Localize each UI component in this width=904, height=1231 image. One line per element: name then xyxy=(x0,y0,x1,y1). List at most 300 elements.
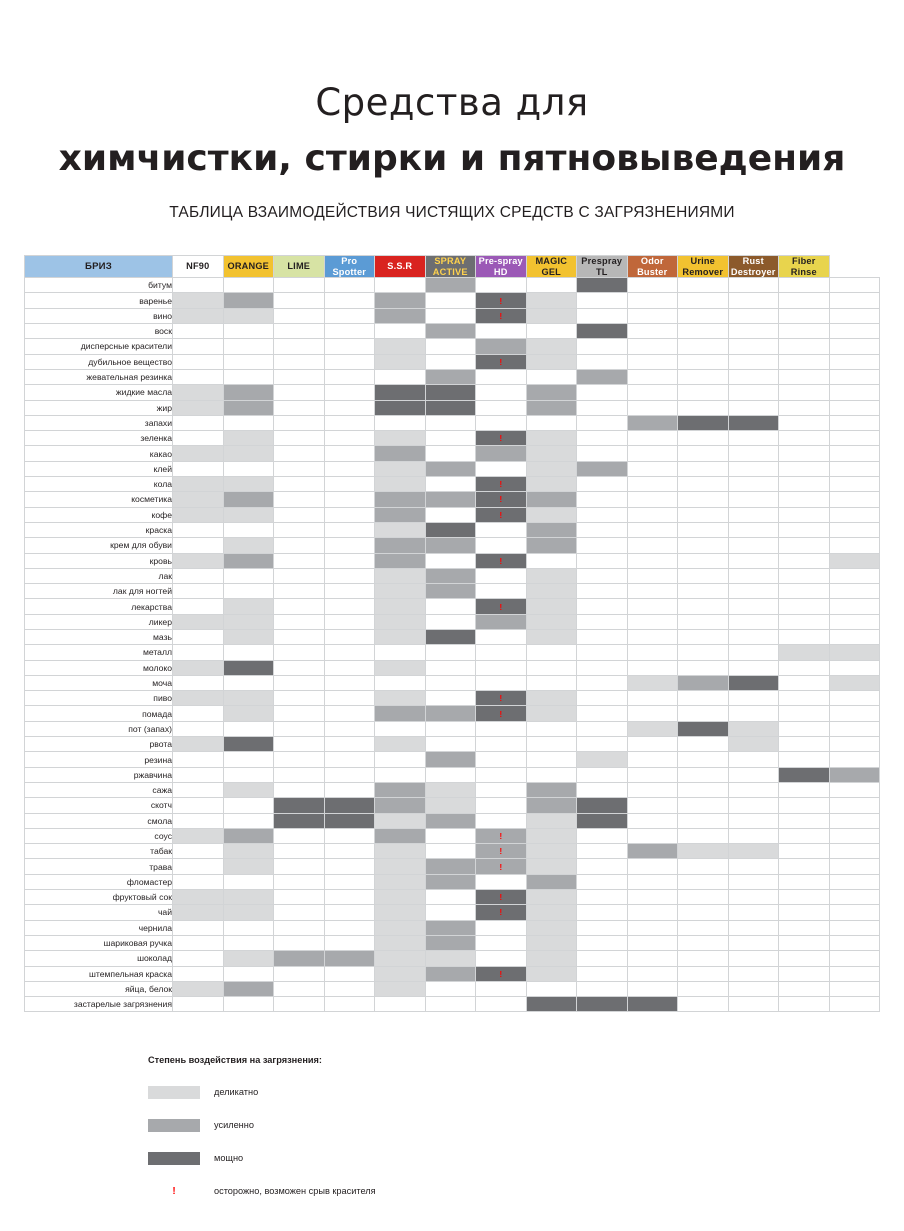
cell-r30-c12 xyxy=(779,737,830,752)
cell-r36-c0 xyxy=(173,828,224,843)
row-label-stain: лекарства xyxy=(25,599,173,614)
cell-r31-c8 xyxy=(577,752,628,767)
cell-r30-c10 xyxy=(678,737,729,752)
cell-r15-c11 xyxy=(728,507,779,522)
cell-r3-c13 xyxy=(829,324,880,339)
cell-r29-c10 xyxy=(678,721,729,736)
cell-r19-c6 xyxy=(476,568,527,583)
cell-r1-c2 xyxy=(274,293,325,308)
row-label-stain: вино xyxy=(25,308,173,323)
cell-r24-c4 xyxy=(375,645,426,660)
cell-r2-c5 xyxy=(425,308,476,323)
cell-r39-c3 xyxy=(324,874,375,889)
cell-r37-c10 xyxy=(678,844,729,859)
cell-r17-c8 xyxy=(577,538,628,553)
cell-r12-c0 xyxy=(173,461,224,476)
table-row xyxy=(25,278,880,293)
cell-r7-c0 xyxy=(173,385,224,400)
table-row xyxy=(25,584,880,599)
cell-r6-c8 xyxy=(577,369,628,384)
cell-r25-c12 xyxy=(779,660,830,675)
cell-r23-c2 xyxy=(274,629,325,644)
table-row xyxy=(25,354,880,369)
table-row xyxy=(25,890,880,905)
table-row xyxy=(25,599,880,614)
row-label-stain: клей xyxy=(25,461,173,476)
cell-r45-c1 xyxy=(223,966,274,981)
cell-r11-c3 xyxy=(324,446,375,461)
cell-r21-c6 xyxy=(476,599,527,614)
cell-r20-c6 xyxy=(476,584,527,599)
cell-r26-c13 xyxy=(829,675,880,690)
legend-row-1 xyxy=(148,1079,748,1105)
cell-r5-c7 xyxy=(526,354,577,369)
cell-r3-c11 xyxy=(728,324,779,339)
cell-r9-c4 xyxy=(375,415,426,430)
page-title-line1: Средства для xyxy=(315,81,589,124)
cell-r23-c4 xyxy=(375,629,426,644)
warning-marker-icon: ! xyxy=(172,1185,176,1197)
cell-r30-c4 xyxy=(375,737,426,752)
cell-r47-c13 xyxy=(829,997,880,1012)
cell-r40-c5 xyxy=(425,890,476,905)
cell-r25-c3 xyxy=(324,660,375,675)
cell-r29-c1 xyxy=(223,721,274,736)
cell-r34-c2 xyxy=(274,798,325,813)
cell-r38-c8 xyxy=(577,859,628,874)
cell-r12-c2 xyxy=(274,461,325,476)
cell-r3-c0 xyxy=(173,324,224,339)
table-row xyxy=(25,461,880,476)
cell-r41-c5 xyxy=(425,905,476,920)
cell-r4-c1 xyxy=(223,339,274,354)
cell-r3-c9 xyxy=(627,324,678,339)
cell-r24-c12 xyxy=(779,645,830,660)
warning-marker-icon: ! xyxy=(499,708,503,719)
cell-r4-c5 xyxy=(425,339,476,354)
cell-r17-c10 xyxy=(678,538,729,553)
cell-r3-c12 xyxy=(779,324,830,339)
cell-r10-c13 xyxy=(829,431,880,446)
cell-r3-c3 xyxy=(324,324,375,339)
cell-r23-c7 xyxy=(526,629,577,644)
cell-r27-c3 xyxy=(324,691,375,706)
cell-r2-c4 xyxy=(375,308,426,323)
cell-r34-c10 xyxy=(678,798,729,813)
cell-r6-c2 xyxy=(274,369,325,384)
row-label-stain: металл xyxy=(25,645,173,660)
cell-r32-c13 xyxy=(829,767,880,782)
cell-r40-c10 xyxy=(678,890,729,905)
cell-r8-c2 xyxy=(274,400,325,415)
cell-r28-c2 xyxy=(274,706,325,721)
cell-r0-c9 xyxy=(627,278,678,293)
cell-r24-c13 xyxy=(829,645,880,660)
cell-r9-c1 xyxy=(223,415,274,430)
cell-r32-c9 xyxy=(627,767,678,782)
cell-r9-c8 xyxy=(577,415,628,430)
cell-r0-c0 xyxy=(173,278,224,293)
cell-r37-c12 xyxy=(779,844,830,859)
cell-r22-c0 xyxy=(173,614,224,629)
cell-r23-c1 xyxy=(223,629,274,644)
table-row xyxy=(25,385,880,400)
cell-r16-c7 xyxy=(526,522,577,537)
cell-r15-c7 xyxy=(526,507,577,522)
cell-r3-c2 xyxy=(274,324,325,339)
cell-r1-c8 xyxy=(577,293,628,308)
cell-r32-c0 xyxy=(173,767,224,782)
cell-r23-c13 xyxy=(829,629,880,644)
cell-r41-c8 xyxy=(577,905,628,920)
cell-r40-c9 xyxy=(627,890,678,905)
cell-r12-c6 xyxy=(476,461,527,476)
cell-r45-c10 xyxy=(678,966,729,981)
table-row xyxy=(25,737,880,752)
cell-r7-c11 xyxy=(728,385,779,400)
table-row xyxy=(25,966,880,981)
cell-r27-c6 xyxy=(476,691,527,706)
cell-r0-c13 xyxy=(829,278,880,293)
table-row xyxy=(25,905,880,920)
row-label-stain: лак xyxy=(25,568,173,583)
cell-r43-c1 xyxy=(223,935,274,950)
cell-r24-c3 xyxy=(324,645,375,660)
cell-r10-c0 xyxy=(173,431,224,446)
cell-r38-c11 xyxy=(728,859,779,874)
cell-r39-c2 xyxy=(274,874,325,889)
warning-marker-icon: ! xyxy=(499,433,503,444)
cell-r24-c1 xyxy=(223,645,274,660)
cell-r29-c5 xyxy=(425,721,476,736)
cell-r19-c10 xyxy=(678,568,729,583)
cell-r34-c3 xyxy=(324,798,375,813)
table-row xyxy=(25,522,880,537)
cell-r29-c13 xyxy=(829,721,880,736)
row-label-stain: кровь xyxy=(25,553,173,568)
cell-r43-c8 xyxy=(577,935,628,950)
cell-r46-c7 xyxy=(526,981,577,996)
cell-r30-c8 xyxy=(577,737,628,752)
cell-r26-c4 xyxy=(375,675,426,690)
warning-marker-icon: ! xyxy=(499,601,503,612)
cell-r10-c3 xyxy=(324,431,375,446)
row-label-stain: чай xyxy=(25,905,173,920)
cell-r26-c12 xyxy=(779,675,830,690)
cell-r45-c5 xyxy=(425,966,476,981)
cell-r28-c8 xyxy=(577,706,628,721)
cell-r8-c10 xyxy=(678,400,729,415)
row-label-stain: пот (запах) xyxy=(25,721,173,736)
row-label-stain: шариковая ручка xyxy=(25,935,173,950)
table-row xyxy=(25,629,880,644)
cell-r44-c10 xyxy=(678,951,729,966)
row-label-stain: кола xyxy=(25,477,173,492)
cell-r27-c2 xyxy=(274,691,325,706)
cell-r41-c1 xyxy=(223,905,274,920)
cell-r0-c11 xyxy=(728,278,779,293)
cell-r19-c13 xyxy=(829,568,880,583)
cell-r19-c5 xyxy=(425,568,476,583)
cell-r21-c0 xyxy=(173,599,224,614)
cell-r39-c13 xyxy=(829,874,880,889)
cell-r36-c4 xyxy=(375,828,426,843)
cell-r0-c4 xyxy=(375,278,426,293)
table-row xyxy=(25,660,880,675)
cell-r46-c10 xyxy=(678,981,729,996)
cell-r47-c6 xyxy=(476,997,527,1012)
cell-r39-c12 xyxy=(779,874,830,889)
cell-r38-c13 xyxy=(829,859,880,874)
table-row xyxy=(25,706,880,721)
cell-r30-c5 xyxy=(425,737,476,752)
cell-r43-c11 xyxy=(728,935,779,950)
cell-r22-c6 xyxy=(476,614,527,629)
cell-r1-c7 xyxy=(526,293,577,308)
cell-r4-c4 xyxy=(375,339,426,354)
cell-r33-c7 xyxy=(526,782,577,797)
table-row xyxy=(25,981,880,996)
cell-r42-c5 xyxy=(425,920,476,935)
cell-r13-c9 xyxy=(627,477,678,492)
cell-r22-c13 xyxy=(829,614,880,629)
cell-r32-c5 xyxy=(425,767,476,782)
cell-r31-c5 xyxy=(425,752,476,767)
cell-r17-c7 xyxy=(526,538,577,553)
cell-r24-c5 xyxy=(425,645,476,660)
cell-r18-c12 xyxy=(779,553,830,568)
cell-r44-c7 xyxy=(526,951,577,966)
cell-r6-c13 xyxy=(829,369,880,384)
row-label-stain: трава xyxy=(25,859,173,874)
cell-r9-c2 xyxy=(274,415,325,430)
cell-r36-c10 xyxy=(678,828,729,843)
row-label-stain: какао xyxy=(25,446,173,461)
row-label-stain: воск xyxy=(25,324,173,339)
cell-r28-c4 xyxy=(375,706,426,721)
cell-r21-c2 xyxy=(274,599,325,614)
cell-r31-c13 xyxy=(829,752,880,767)
cell-r37-c11 xyxy=(728,844,779,859)
cell-r18-c2 xyxy=(274,553,325,568)
cell-r27-c8 xyxy=(577,691,628,706)
cell-r2-c8 xyxy=(577,308,628,323)
cell-r22-c2 xyxy=(274,614,325,629)
cell-r11-c1 xyxy=(223,446,274,461)
cell-r15-c8 xyxy=(577,507,628,522)
table-row xyxy=(25,553,880,568)
cell-r10-c10 xyxy=(678,431,729,446)
cell-r28-c10 xyxy=(678,706,729,721)
cell-r19-c1 xyxy=(223,568,274,583)
cell-r22-c12 xyxy=(779,614,830,629)
cell-r20-c3 xyxy=(324,584,375,599)
table-header-product-4: Pro Spotter xyxy=(324,256,375,278)
cell-r16-c10 xyxy=(678,522,729,537)
cell-r10-c6 xyxy=(476,431,527,446)
cell-r33-c11 xyxy=(728,782,779,797)
cell-r30-c7 xyxy=(526,737,577,752)
cell-r28-c6 xyxy=(476,706,527,721)
cell-r22-c7 xyxy=(526,614,577,629)
legend-label-warning: осторожно, возможен срыв красителя xyxy=(214,1186,376,1196)
table-row xyxy=(25,339,880,354)
cell-r7-c8 xyxy=(577,385,628,400)
cell-r46-c13 xyxy=(829,981,880,996)
table-row xyxy=(25,798,880,813)
cell-r2-c7 xyxy=(526,308,577,323)
cell-r14-c8 xyxy=(577,492,628,507)
cell-r9-c11 xyxy=(728,415,779,430)
cell-r24-c9 xyxy=(627,645,678,660)
cell-r16-c13 xyxy=(829,522,880,537)
cell-r1-c0 xyxy=(173,293,224,308)
cell-r31-c3 xyxy=(324,752,375,767)
cell-r44-c2 xyxy=(274,951,325,966)
cell-r25-c10 xyxy=(678,660,729,675)
cell-r38-c6 xyxy=(476,859,527,874)
cell-r23-c6 xyxy=(476,629,527,644)
cell-r1-c5 xyxy=(425,293,476,308)
cell-r30-c2 xyxy=(274,737,325,752)
cell-r15-c9 xyxy=(627,507,678,522)
cell-r4-c6 xyxy=(476,339,527,354)
cell-r27-c4 xyxy=(375,691,426,706)
cell-r6-c0 xyxy=(173,369,224,384)
cell-r35-c11 xyxy=(728,813,779,828)
legend-swatch-2 xyxy=(148,1119,200,1132)
cell-r38-c1 xyxy=(223,859,274,874)
cell-r45-c3 xyxy=(324,966,375,981)
row-label-stain: моча xyxy=(25,675,173,690)
cell-r18-c7 xyxy=(526,553,577,568)
cell-r12-c7 xyxy=(526,461,577,476)
cell-r30-c13 xyxy=(829,737,880,752)
cell-r9-c9 xyxy=(627,415,678,430)
cell-r45-c6 xyxy=(476,966,527,981)
cell-r8-c6 xyxy=(476,400,527,415)
cell-r29-c9 xyxy=(627,721,678,736)
cell-r9-c7 xyxy=(526,415,577,430)
cell-r40-c8 xyxy=(577,890,628,905)
cell-r34-c12 xyxy=(779,798,830,813)
cell-r42-c8 xyxy=(577,920,628,935)
row-label-stain: варенье xyxy=(25,293,173,308)
legend-swatch-3 xyxy=(148,1152,200,1165)
cell-r17-c3 xyxy=(324,538,375,553)
table-row xyxy=(25,813,880,828)
cell-r43-c0 xyxy=(173,935,224,950)
cell-r25-c6 xyxy=(476,660,527,675)
cell-r34-c11 xyxy=(728,798,779,813)
row-label-stain: косметика xyxy=(25,492,173,507)
cell-r28-c0 xyxy=(173,706,224,721)
row-label-stain: лак для ногтей xyxy=(25,584,173,599)
cell-r21-c11 xyxy=(728,599,779,614)
cell-r20-c13 xyxy=(829,584,880,599)
cell-r6-c9 xyxy=(627,369,678,384)
cell-r39-c6 xyxy=(476,874,527,889)
cell-r33-c9 xyxy=(627,782,678,797)
cell-r1-c9 xyxy=(627,293,678,308)
cell-r35-c3 xyxy=(324,813,375,828)
cell-r20-c1 xyxy=(223,584,274,599)
cell-r37-c7 xyxy=(526,844,577,859)
cell-r18-c10 xyxy=(678,553,729,568)
table-header-product-1: NF90 xyxy=(173,256,224,278)
cell-r14-c4 xyxy=(375,492,426,507)
table-header-product-8: MAGIC GEL xyxy=(526,256,577,278)
cell-r13-c13 xyxy=(829,477,880,492)
cell-r16-c0 xyxy=(173,522,224,537)
cell-r47-c3 xyxy=(324,997,375,1012)
cell-r10-c7 xyxy=(526,431,577,446)
cell-r13-c6 xyxy=(476,477,527,492)
cell-r26-c8 xyxy=(577,675,628,690)
cell-r9-c10 xyxy=(678,415,729,430)
cell-r26-c9 xyxy=(627,675,678,690)
cell-r19-c4 xyxy=(375,568,426,583)
cell-r37-c8 xyxy=(577,844,628,859)
cell-r42-c7 xyxy=(526,920,577,935)
cell-r20-c11 xyxy=(728,584,779,599)
cell-r26-c5 xyxy=(425,675,476,690)
cell-r10-c11 xyxy=(728,431,779,446)
cell-r11-c10 xyxy=(678,446,729,461)
cell-r43-c12 xyxy=(779,935,830,950)
cell-r18-c11 xyxy=(728,553,779,568)
cell-r2-c12 xyxy=(779,308,830,323)
cell-r4-c11 xyxy=(728,339,779,354)
cell-r22-c1 xyxy=(223,614,274,629)
row-label-stain: дубильное вещество xyxy=(25,354,173,369)
cell-r28-c1 xyxy=(223,706,274,721)
cell-r24-c11 xyxy=(728,645,779,660)
cell-r26-c3 xyxy=(324,675,375,690)
cell-r21-c10 xyxy=(678,599,729,614)
cell-r38-c7 xyxy=(526,859,577,874)
cell-r2-c13 xyxy=(829,308,880,323)
cell-r33-c1 xyxy=(223,782,274,797)
cell-r39-c8 xyxy=(577,874,628,889)
cell-r15-c13 xyxy=(829,507,880,522)
cell-r4-c10 xyxy=(678,339,729,354)
legend-label-1: деликатно xyxy=(214,1087,259,1097)
cell-r39-c11 xyxy=(728,874,779,889)
row-label-stain: запахи xyxy=(25,415,173,430)
table-header-product-11: Urine Remover xyxy=(678,256,729,278)
cell-r12-c13 xyxy=(829,461,880,476)
cell-r42-c4 xyxy=(375,920,426,935)
cell-r20-c9 xyxy=(627,584,678,599)
cell-r16-c5 xyxy=(425,522,476,537)
warning-marker-icon: ! xyxy=(499,555,503,566)
cell-r38-c0 xyxy=(173,859,224,874)
cell-r39-c5 xyxy=(425,874,476,889)
cell-r36-c8 xyxy=(577,828,628,843)
cell-r33-c0 xyxy=(173,782,224,797)
cell-r24-c6 xyxy=(476,645,527,660)
cell-r5-c8 xyxy=(577,354,628,369)
cell-r3-c7 xyxy=(526,324,577,339)
cell-r27-c1 xyxy=(223,691,274,706)
cell-r46-c5 xyxy=(425,981,476,996)
cell-r30-c0 xyxy=(173,737,224,752)
table-header-product-5: S.S.R xyxy=(375,256,426,278)
cell-r38-c3 xyxy=(324,859,375,874)
cell-r4-c8 xyxy=(577,339,628,354)
cell-r41-c3 xyxy=(324,905,375,920)
